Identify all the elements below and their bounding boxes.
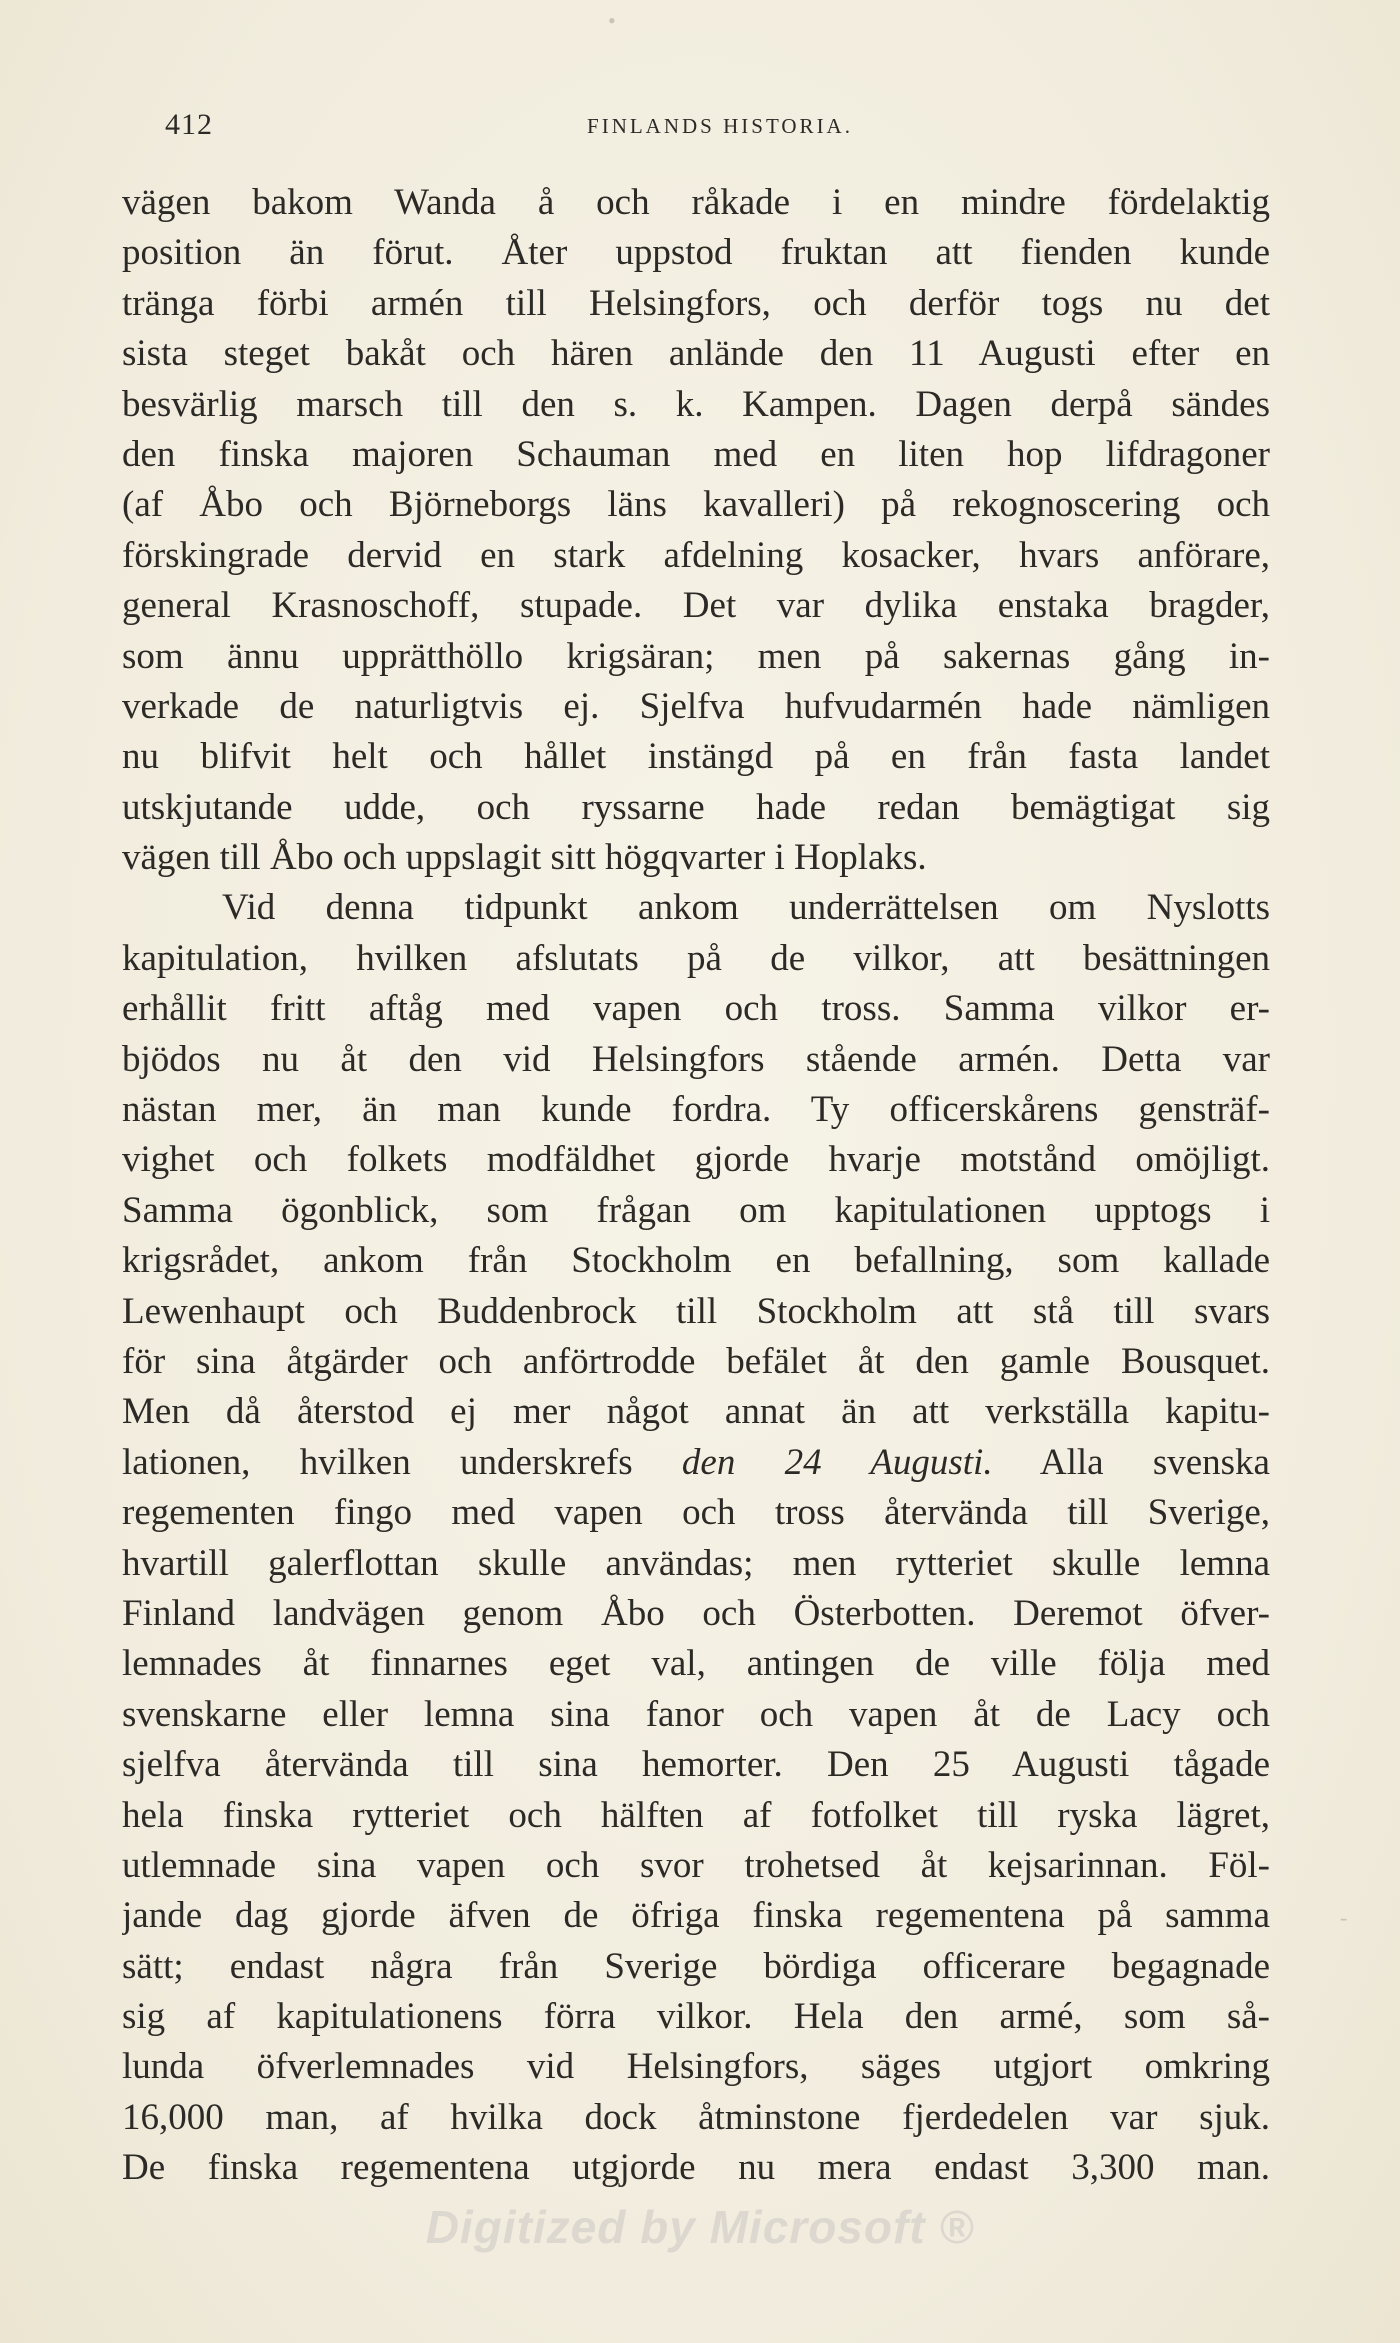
text-line: hvartill galerflottan skulle användas; men rytteriet skulle lemna	[122, 1542, 1270, 1584]
text-line: De finska regementena utgjorde nu mera endast 3,300 man.	[122, 2147, 1270, 2189]
text-line: nästan mer, än man kunde fordra. Ty officerskårens gensträf-	[122, 1089, 1270, 1131]
text-line: vighet och folkets modfäldhet gjorde hvarje motstånd omöjligt.	[122, 1139, 1270, 1181]
italic-date: den 24 Augusti.	[681, 1441, 993, 1483]
text-line-with-date	[122, 1438, 1270, 1488]
text-line: sig af kapitulationens förra vilkor. Hela den armé, som så-	[122, 1996, 1270, 2038]
text-line: som ännu upprätthöllo krigsäran; men på sakernas gång in-	[122, 635, 1270, 677]
text-line: tränga förbi armén till Helsingfors, och derför togs nu det	[122, 282, 1270, 324]
text-line-paragraph-start: Vid denna tidpunkt ankom underrättelsen om Nyslotts	[222, 887, 1270, 929]
text-line: Lewenhaupt och Buddenbrock till Stockholm att stå till svars	[122, 1290, 1270, 1332]
text-line: krigsrådet, ankom från Stockholm en befallning, som kallade	[122, 1240, 1270, 1282]
page-number: 412	[165, 108, 213, 141]
text-line: lemnades åt finnarnes eget val, antingen de ville följa med	[122, 1643, 1270, 1685]
text-line: sjelfva återvända till sina hemorter. Den 25 Augusti tågade	[122, 1744, 1270, 1786]
text-line: Men då återstod ej mer något annat än att verkställa kapitu-	[122, 1391, 1270, 1433]
text-line: position än förut. Åter uppstod fruktan att fienden kunde	[122, 232, 1270, 274]
text-segment: Alla svenska	[1039, 1441, 1270, 1483]
text-line: (af Åbo och Björneborgs läns kavalleri) på rekognoscering och	[122, 484, 1270, 526]
text-line: bjödos nu åt den vid Helsingfors stående armén. Detta var	[122, 1038, 1270, 1080]
text-line: Samma ögonblick, som frågan om kapitulationen upptogs i	[122, 1189, 1270, 1231]
text-line-paragraph-end: vägen till Åbo och uppslagit sitt högqvarter i Hoplaks.	[122, 837, 927, 879]
text-line: 16,000 man, af hvilka dock åtminstone fjerdedelen var sjuk.	[122, 2096, 1270, 2138]
text-line: den finska majoren Schauman med en liten hop lifdragoner	[122, 433, 1270, 475]
text-line: svenskarne eller lemna sina fanor och vapen åt de Lacy och	[122, 1693, 1270, 1735]
text-line: general Krasnoschoff, stupade. Det var dylika enstaka bragder,	[122, 585, 1270, 627]
body-text	[122, 178, 1270, 2194]
text-line: sätt; endast några från Sverige bördiga officerare begagnade	[122, 1945, 1270, 1987]
text-line: erhållit fritt aftåg med vapen och tross. Samma vilkor er-	[122, 988, 1270, 1030]
text-line: utlemnade sina vapen och svor trohetsed åt kejsarinnan. Föl-	[122, 1844, 1270, 1886]
text-line: Finland landvägen genom Åbo och Österbotten. Deremot öfver-	[122, 1592, 1270, 1634]
page-header	[165, 108, 1275, 148]
text-line: utskjutande udde, och ryssarne hade redan bemägtigat sig	[122, 786, 1270, 828]
text-line: för sina åtgärder och anförtrodde befälet åt den gamle Bousquet.	[122, 1340, 1270, 1382]
text-line: hela finska rytteriet och hälften af fotfolket till ryska lägret,	[122, 1794, 1270, 1836]
text-line: sista steget bakåt och hären anlände den 11 Augusti efter en	[122, 333, 1270, 375]
text-line: verkade de naturligtvis ej. Sjelfva hufvudarmén hade nämligen	[122, 685, 1270, 727]
text-line: regementen fingo med vapen och tross återvända till Sverige,	[122, 1492, 1270, 1534]
digitization-watermark: Digitized by Microsoft ®	[425, 2201, 975, 2253]
text-line: vägen bakom Wanda å och råkade i en mindre fördelaktig	[122, 182, 1270, 223]
text-line: nu blifvit helt och hållet instängd på en från fasta landet	[122, 736, 1270, 778]
text-segment: lationen, hvilken underskrefs	[122, 1441, 633, 1483]
text-line: jande dag gjorde äfven de öfriga finska regementena på samma	[122, 1895, 1270, 1937]
running-title: FINLANDS HISTORIA.	[587, 114, 853, 138]
speck-mark: -	[1340, 1905, 1348, 1930]
text-line: förskingrade dervid en stark afdelning kosacker, hvars anförare,	[122, 534, 1270, 576]
text-line: besvärlig marsch till den s. k. Kampen. Dagen derpå sändes	[122, 383, 1270, 425]
speck-mark: •	[608, 8, 616, 33]
text-line: lunda öfverlemnades vid Helsingfors, säges utgjort omkring	[122, 2046, 1270, 2088]
text-line: kapitulation, hvilken afslutats på de vilkor, att besättningen	[122, 937, 1270, 979]
